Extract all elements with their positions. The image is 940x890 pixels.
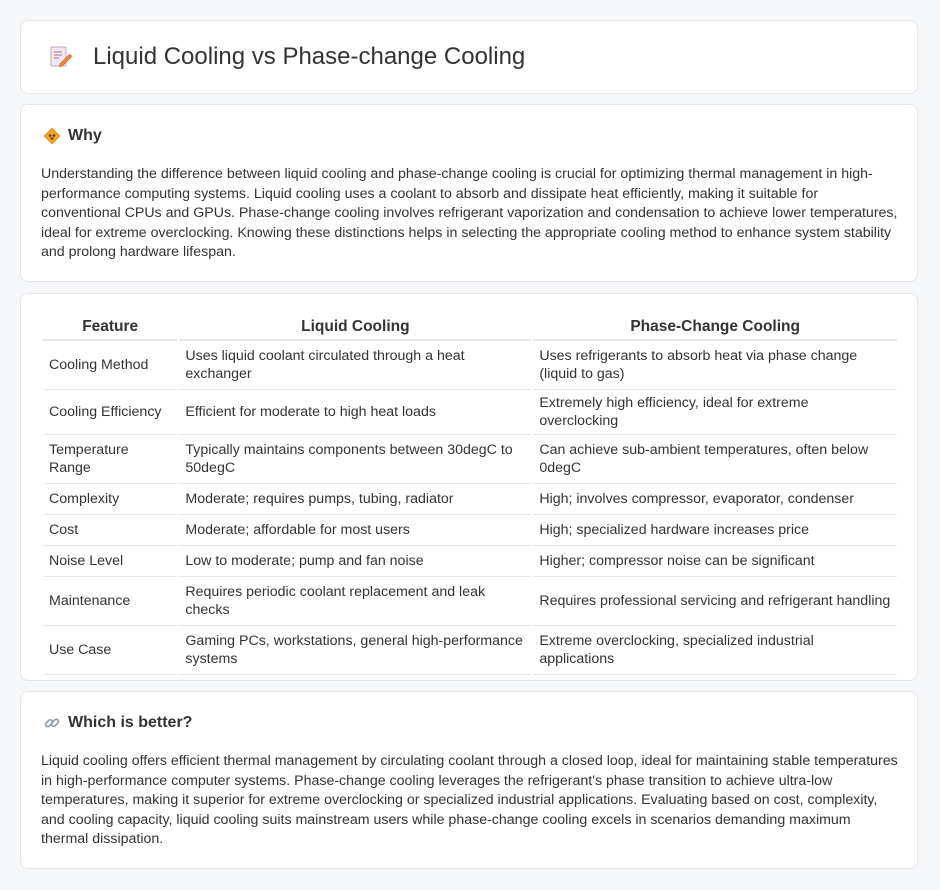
table-row — [43, 626, 897, 675]
table-row — [43, 341, 897, 390]
phase-cell: Uses refrigerants to absorb heat via phase change (liquid to gas) — [533, 341, 897, 390]
liquid-cell: Uses liquid coolant circulated through a heat exchanger — [179, 341, 531, 390]
better-heading: Which is better? — [68, 714, 193, 731]
table-row — [43, 435, 897, 484]
liquid-cell: Low to moderate; pump and fan noise — [179, 546, 531, 577]
phase-cell: Extremely high efficiency, ideal for extreme overclocking — [533, 390, 897, 435]
why-section — [20, 104, 918, 282]
comparison-section — [20, 293, 918, 681]
table-header-row — [43, 316, 897, 341]
why-body: Understanding the difference between liquid cooling and phase-change cooling is crucial for optimizing thermal management in high-performance computing systems. Liquid cooling uses a coolant to absorb and dissipate heat efficiently, making it suitable for conventional CPUs and GPUs. Phase-change cooling involves refrigerant vaporization and condensation to achieve lower temperatures, ideal for extreme overclocking. Knowing these distinctions helps in selecting the appropriate cooling method to enhance system stability and prolong hardware lifespan. — [41, 166, 898, 260]
table-row — [43, 546, 897, 577]
header-feature: Feature — [43, 316, 177, 341]
table-row — [43, 515, 897, 546]
liquid-cell: Moderate; affordable for most users — [179, 515, 531, 546]
feature-cell: Temperature Range — [43, 435, 177, 484]
feature-cell: Complexity — [43, 484, 177, 515]
liquid-cell: Requires periodic coolant replacement and leak checks — [179, 577, 531, 626]
liquid-cell: Gaming PCs, workstations, general high-performance systems — [179, 626, 531, 675]
phase-cell: Requires professional servicing and refrigerant handling — [533, 577, 897, 626]
header-phase-change-cooling: Phase-Change Cooling — [533, 316, 897, 341]
feature-cell: Use Case — [43, 626, 177, 675]
phase-cell: High; involves compressor, evaporator, condenser — [533, 484, 897, 515]
title-card — [20, 20, 918, 94]
link-icon — [43, 714, 61, 732]
diamond-sign-icon — [43, 127, 61, 145]
table-row — [43, 577, 897, 626]
feature-cell: Noise Level — [43, 546, 177, 577]
better-body: Liquid cooling offers efficient thermal management by circulating coolant through a closed loop, ideal for maintaining stable temperatures in high-performance computer systems. Phase-change cooling leverages the refrigerant's phase transition to achieve ultra-low temperatures, making it superior for extreme overclocking or specialized industrial applications. Evaluating based on cost, complexity, and cooling capacity, liquid cooling suits mainstream users while phase-change cooling excels in scenarios demanding maximum thermal dissipation. — [41, 753, 898, 847]
feature-cell: Cost — [43, 515, 177, 546]
table-row — [43, 390, 897, 435]
why-heading: Why — [68, 127, 102, 144]
phase-cell: Extreme overclocking, specialized industrial applications — [533, 626, 897, 675]
phase-cell: Higher; compressor noise can be significant — [533, 546, 897, 577]
phase-cell: High; specialized hardware increases price — [533, 515, 897, 546]
table-row — [43, 484, 897, 515]
feature-cell: Cooling Efficiency — [43, 390, 177, 435]
feature-cell: Maintenance — [43, 577, 177, 626]
page-title: Liquid Cooling vs Phase-change Cooling — [93, 43, 526, 70]
liquid-cell: Moderate; requires pumps, tubing, radiator — [179, 484, 531, 515]
liquid-cell: Typically maintains components between 30degC to 50degC — [179, 435, 531, 484]
feature-cell: Cooling Method — [43, 341, 177, 390]
comparison-table — [41, 316, 899, 675]
document-pencil-icon — [47, 44, 73, 70]
which-is-better-section — [20, 691, 918, 869]
header-liquid-cooling: Liquid Cooling — [179, 316, 531, 341]
liquid-cell: Efficient for moderate to high heat loads — [179, 390, 531, 435]
phase-cell: Can achieve sub-ambient temperatures, often below 0degC — [533, 435, 897, 484]
